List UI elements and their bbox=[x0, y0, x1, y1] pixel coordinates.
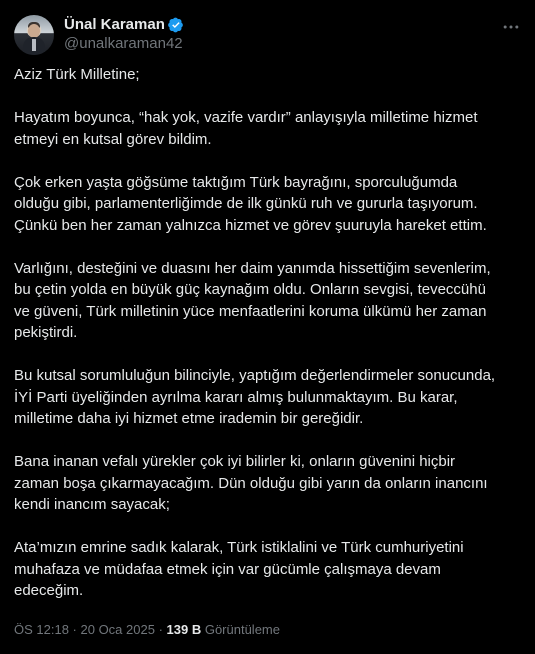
post-date[interactable]: 20 Oca 2025 bbox=[80, 622, 155, 637]
author-display-name[interactable]: Ünal Karaman bbox=[64, 16, 165, 33]
tweet-paragraph: Bana inanan vefalı yürekler çok iyi bilirler ki, onların güvenini hiçbir zaman boşa çıkarmayacağım. Dün olduğu gibi yarın da onların inancını kendi inancım sayacak; bbox=[14, 453, 488, 513]
author-handle[interactable]: @unalkaraman42 bbox=[64, 35, 183, 52]
tweet-paragraph: Çok erken yaşta göğsüme taktığım Türk bayrağını, sporculuğumda olduğu gibi, parlamenterliğimde de ilk günkü ruh ve gururla taşıyorum. Çünkü ben her zaman yalnızca hizmet ve görev şuuruyla hareket ettim. bbox=[14, 173, 487, 234]
tweet-text bbox=[14, 64, 524, 623]
avatar[interactable] bbox=[14, 15, 54, 55]
meta-separator: · bbox=[68, 622, 81, 637]
tweet-meta bbox=[14, 621, 280, 639]
tweet-paragraph: Varlığını, desteğini ve duasını her daim yanımda hissettiğim sevenlerim, bu çetin yolda en büyük güç kaynağım oldu. Onların sevgisi, teveccühü ve güveni, Türk milletinin yüce menfaatlerini koruma ülkümü her zaman pekiştirdi. bbox=[14, 259, 491, 341]
post-time[interactable]: ÖS 12:18 bbox=[14, 622, 69, 637]
name-row bbox=[64, 15, 184, 34]
views-count: 139 B bbox=[166, 622, 202, 637]
views-label: Görüntüleme bbox=[201, 622, 280, 637]
tweet-paragraph: Bu kutsal sorumluluğun bilinciyle, yaptığım değerlendirmeler sonucunda, İYİ Parti üyeliğinden ayrılma kararı almış bulunmaktayım. Bu karar, milletime daha iyi hizmet etme irademin bir gereğidir. bbox=[14, 367, 496, 427]
tweet-paragraph: Aziz Türk Milletine; bbox=[14, 66, 140, 83]
verified-badge-icon bbox=[168, 17, 184, 33]
meta-separator: · bbox=[154, 622, 167, 637]
author-identity bbox=[64, 15, 184, 53]
tweet-header bbox=[14, 15, 521, 57]
more-options-icon[interactable] bbox=[501, 17, 521, 37]
tweet-paragraph: Hayatım boyunca, “hak yok, vazife vardır” anlayışıyla milletime hizmet etmeyi en kutsal görev bildim. bbox=[14, 109, 478, 148]
tweet-paragraph: Ata’mızın emrine sadık kalarak, Türk istiklalini ve Türk cumhuriyetini muhafaza ve müdafaa etmek için var gücümle çalışmaya devam edeceğim. bbox=[14, 539, 464, 599]
